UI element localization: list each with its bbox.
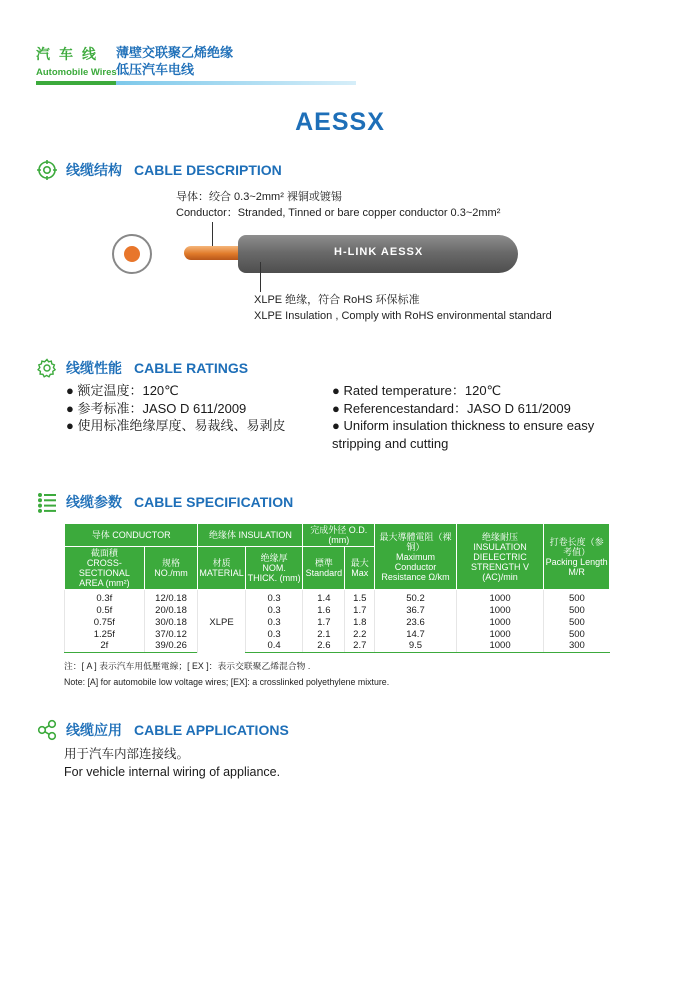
- th-thick-cn: 绝缘厚: [260, 553, 288, 563]
- cell-thick: 0.3: [245, 628, 303, 640]
- th-packing-cn: 打卷长度（参考值）: [549, 536, 604, 557]
- th-resistance-cn: 最大導體電阻（裸铜）: [379, 531, 452, 552]
- cell-packing: 300: [544, 640, 610, 652]
- th-insulation: 绝缘体 INSULATION: [198, 524, 303, 547]
- section-ratings-en: CABLE RATINGS: [134, 360, 249, 376]
- cell-voltage: 1000: [456, 628, 544, 640]
- cell-voltage: 1000: [456, 604, 544, 616]
- th-area-en: CROSS-SECTIONAL AREA (mm²): [78, 558, 130, 588]
- applications-cn: 用于汽车内部连接线。: [64, 747, 190, 761]
- th-material: [198, 547, 245, 590]
- gear-icon: [36, 357, 58, 379]
- cell-area: 1.25f: [65, 628, 145, 640]
- table-row: [65, 590, 610, 605]
- th-max: [345, 547, 375, 590]
- th-od: 完成外径 O.D.(mm): [303, 524, 375, 547]
- section-description-heading: [36, 159, 282, 181]
- cell-strand: 12/0.18: [144, 590, 198, 605]
- cell-max: 1.5: [345, 590, 375, 605]
- insulation-callout: [254, 292, 552, 324]
- cell-max: 2.7: [345, 640, 375, 652]
- spec-notes: [64, 658, 389, 690]
- ratings-cn-list: [66, 382, 316, 435]
- cell-area: 2f: [65, 640, 145, 652]
- th-std: [303, 547, 345, 590]
- cell-std: 1.6: [303, 604, 345, 616]
- cell-resistance: 14.7: [375, 628, 457, 640]
- cell-std: 1.7: [303, 616, 345, 628]
- conductor-cn: 导体：绞合 0.3~2mm² 裸铜或镀锡: [176, 191, 342, 203]
- th-max-en: Max: [351, 568, 369, 578]
- cell-strand: 30/0.18: [144, 616, 198, 628]
- target-gear-icon: [36, 159, 58, 181]
- rating-cn-thickness: ● 使用标准绝缘厚度、易裁线、易剥皮: [66, 418, 286, 433]
- section-spec-cn: 线缆参数: [66, 494, 122, 510]
- th-thick: [245, 547, 303, 590]
- cell-std: 2.6: [303, 640, 345, 652]
- section-ratings-cn: 线缆性能: [66, 360, 122, 376]
- table-row: [65, 628, 610, 640]
- th-strand-en: NO./mm: [154, 568, 188, 578]
- cell-packing: 500: [544, 590, 610, 605]
- cell-resistance: 9.5: [375, 640, 457, 652]
- cell-voltage: 1000: [456, 640, 544, 652]
- wire-copper-core: [184, 246, 244, 260]
- cell-packing: 500: [544, 604, 610, 616]
- category-en: Automobile Wires: [36, 67, 117, 78]
- th-strand-cn: 规格: [162, 558, 181, 568]
- cell-max: 1.7: [345, 604, 375, 616]
- section-applications-heading: [36, 719, 289, 741]
- th-resistance: [375, 524, 457, 590]
- category-block: [36, 44, 118, 78]
- cell-area: 0.5f: [65, 604, 145, 616]
- cell-resistance: 23.6: [375, 616, 457, 628]
- th-conductor: 导体 CONDUCTOR: [65, 524, 198, 547]
- table-row: [65, 604, 610, 616]
- th-max-cn: 最大: [350, 558, 369, 568]
- th-strand: [144, 547, 198, 590]
- th-std-en: Standard: [305, 568, 343, 578]
- th-resistance-en: Maximum Conductor Resistance Ω/km: [381, 551, 450, 582]
- cell-std: 1.4: [303, 590, 345, 605]
- insulation-leader-line: [260, 262, 261, 292]
- cell-packing: 500: [544, 616, 610, 628]
- conductor-en: Conductor：Stranded, Tinned or bare copper conductor 0.3~2mm²: [176, 207, 501, 219]
- wire-print-label: H-LINK AESSX: [334, 246, 424, 258]
- product-title-line1: 薄壁交联聚乙烯绝缘: [116, 45, 234, 60]
- section-description-cn: 线缆结构: [66, 162, 122, 178]
- insulation-cn: XLPE 绝缘，符合 RoHS 环保标准: [254, 294, 420, 306]
- applications-text: [64, 746, 280, 781]
- table-row: [65, 640, 610, 652]
- note-cn: 注：[ A ] 表示汽车用低壓電線；[ EX ]：表示交联聚乙烯混合物 .: [64, 661, 311, 671]
- cell-thick: 0.3: [245, 604, 303, 616]
- cell-strand: 37/0.12: [144, 628, 198, 640]
- cell-material: XLPE: [198, 590, 245, 653]
- applications-en: For vehicle internal wiring of appliance.: [64, 764, 281, 779]
- th-area: [65, 547, 145, 590]
- rating-cn-standard: ● 参考标准：JASO D 611/2009: [66, 400, 247, 416]
- cross-section-core: [124, 246, 140, 262]
- cell-packing: 500: [544, 628, 610, 640]
- cell-voltage: 1000: [456, 616, 544, 628]
- cell-resistance: 36.7: [375, 604, 457, 616]
- cell-thick: 0.3: [245, 616, 303, 628]
- product-title-block: [116, 44, 233, 78]
- rating-en-temperature: ● Rated temperature：120℃: [332, 383, 502, 398]
- th-packing-en: Packing Length M/R: [545, 556, 608, 577]
- cell-voltage: 1000: [456, 590, 544, 605]
- th-packing: [544, 524, 610, 590]
- th-strength: [456, 524, 544, 590]
- th-std-cn: 標準: [314, 558, 333, 568]
- category-cn: 汽车线: [36, 46, 105, 62]
- spec-table: [64, 523, 610, 653]
- model-title: AESSX: [295, 108, 385, 136]
- cell-area: 0.3f: [65, 590, 145, 605]
- cell-strand: 39/0.26: [144, 640, 198, 652]
- cell-thick: 0.4: [245, 640, 303, 652]
- header-rule: [36, 81, 356, 85]
- th-material-en: MATERIAL: [199, 568, 244, 578]
- section-applications-en: CABLE APPLICATIONS: [134, 722, 289, 738]
- section-ratings-heading: [36, 357, 248, 379]
- rating-cn-temperature: ● 额定温度：120℃: [66, 383, 179, 398]
- cable-cross-section: [112, 234, 152, 274]
- cell-std: 2.1: [303, 628, 345, 640]
- th-strength-en: INSULATION DIELECTRIC STRENGTH V (AC)/min: [471, 541, 530, 582]
- section-spec-en: CABLE SPECIFICATION: [134, 494, 294, 510]
- th-area-cn: 截面積: [90, 548, 118, 558]
- th-thick-en: NOM. THICK. (mm): [247, 563, 301, 583]
- note-en: Note: [A] for automobile low voltage wires; [EX]: a crosslinked polyethylene mixture.: [64, 677, 390, 687]
- rating-en-thickness: ● Uniform insulation thickness to ensure easy stripping and cutting: [332, 418, 595, 451]
- ratings-en-list: [332, 382, 622, 452]
- th-strength-cn: 绝缘耐压: [482, 531, 519, 542]
- list-icon: [36, 491, 58, 513]
- table-row: [65, 616, 610, 628]
- section-description-en: CABLE DESCRIPTION: [134, 162, 282, 178]
- cell-thick: 0.3: [245, 590, 303, 605]
- cell-max: 2.2: [345, 628, 375, 640]
- cell-strand: 20/0.18: [144, 604, 198, 616]
- section-spec-heading: [36, 491, 293, 513]
- cell-resistance: 50.2: [375, 590, 457, 605]
- rating-en-standard: ● Referencestandard：JASO D 611/2009: [332, 400, 571, 416]
- cell-max: 1.8: [345, 616, 375, 628]
- cell-area: 0.75f: [65, 616, 145, 628]
- product-title-line2: 低压汽车电线: [116, 62, 195, 77]
- share-nodes-icon: [36, 719, 58, 741]
- insulation-en: XLPE Insulation , Comply with RoHS environmental standard: [254, 310, 552, 322]
- th-material-cn: 材质: [212, 558, 231, 568]
- section-applications-cn: 线缆应用: [66, 722, 122, 738]
- conductor-callout: [176, 189, 500, 221]
- conductor-leader-line: [212, 222, 213, 248]
